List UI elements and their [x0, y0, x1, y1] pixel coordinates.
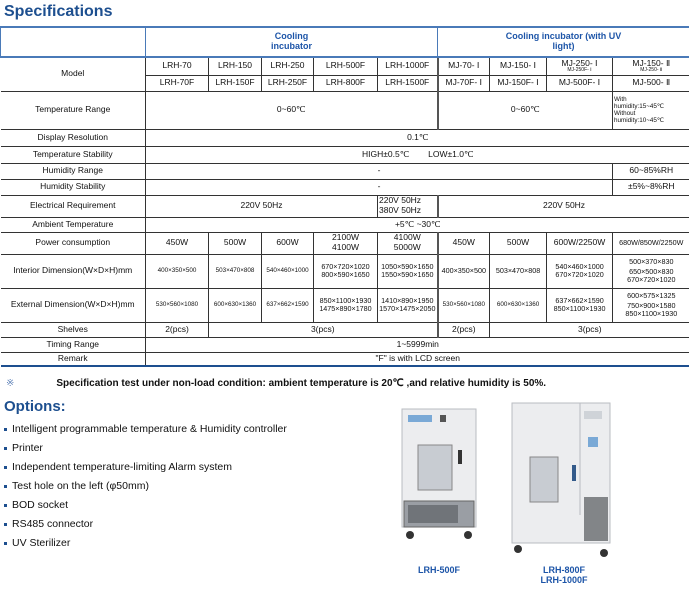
header-empty-cell — [1, 27, 146, 57]
test-condition-note — [6, 378, 546, 389]
value-cell: 1~5999min — [146, 337, 689, 352]
external-dimension-row — [1, 288, 689, 322]
row-label: Temperature Range — [1, 91, 146, 129]
value-cell: 500W — [209, 232, 262, 254]
row-label: Timing Range — [1, 337, 146, 352]
row-label: Humidity Stability — [1, 179, 146, 195]
product-image-lrh-500f — [398, 405, 480, 555]
value-cell: 220V 50Hz 380V 50Hz — [378, 195, 438, 217]
value-cell: 637×662×1590 — [262, 288, 314, 322]
value-cell: HIGH±0.5℃ LOW±1.0℃ — [146, 146, 689, 163]
value-cell: 450W — [146, 232, 209, 254]
model-cell: LRH-150F — [209, 75, 262, 91]
value-cell: 2(pcs) — [438, 322, 490, 337]
value-cell: 680W/850W/2250W — [613, 232, 689, 254]
value-cell: 500W — [490, 232, 547, 254]
value-cell: With humidity:15~45℃ Without humidity:10~45℃ — [613, 91, 689, 129]
value-cell: 400×350×500 — [438, 254, 490, 288]
row-label: Display Resolution — [1, 129, 146, 146]
value-cell: 2100W 4100W — [314, 232, 378, 254]
model-cell: LRH-800F — [314, 75, 378, 91]
model-cell: LRH-250 — [262, 57, 314, 75]
value-cell: 637×662×1590 850×1100×1930 — [547, 288, 613, 322]
list-item: Printer — [4, 439, 287, 458]
ambient-row — [1, 217, 689, 232]
model-cell: LRH-500F — [314, 57, 378, 75]
model-cell: LRH-1000F — [378, 57, 438, 75]
value-cell: 0.1℃ — [146, 129, 689, 146]
value-cell: - — [146, 179, 613, 195]
control-panel-icon — [408, 415, 432, 422]
model-cell: MJ-500- Ⅱ — [613, 75, 689, 91]
display-resolution-row — [1, 129, 689, 146]
row-label: Interior Dimension(W×D×H)mm — [1, 254, 146, 288]
value-cell: 600×575×1325 750×900×1580 850×1100×1930 — [613, 288, 689, 322]
value-cell: 1410×890×1950 1570×1475×2050 — [378, 288, 438, 322]
specifications-table — [0, 26, 689, 367]
product-caption: LRH-800F LRH-1000F — [540, 565, 588, 586]
row-label: Electrical Requirement — [1, 195, 146, 217]
bullet-icon — [4, 523, 7, 526]
row-label: Temperature Stability — [1, 146, 146, 163]
product-image-lrh-800f — [508, 397, 620, 562]
value-cell: - — [146, 163, 613, 179]
list-item: Test hole on the left (φ50mm) — [4, 477, 287, 496]
display-icon — [588, 437, 598, 447]
model-cell: MJ-70F- Ⅰ — [438, 75, 490, 91]
value-cell: 600W — [262, 232, 314, 254]
value-cell: 850×1100×1930 1475×890×1780 — [314, 288, 378, 322]
model-cell: MJ-500F- Ⅰ — [547, 75, 613, 91]
value-cell: 600×630×1360 — [490, 288, 547, 322]
humidity-stability-row — [1, 179, 689, 195]
options-title: Options: — [4, 398, 66, 415]
options-list — [4, 420, 287, 553]
value-cell: 600W/2250W — [547, 232, 613, 254]
bullet-icon — [4, 485, 7, 488]
row-label: Shelves — [1, 322, 146, 337]
value-cell: 540×460×1000 — [262, 254, 314, 288]
value-cell: 2(pcs) — [146, 322, 209, 337]
product-caption: LRH-500F — [417, 565, 460, 575]
list-item: Independent temperature-limiting Alarm system — [4, 458, 287, 477]
list-item: BOD socket — [4, 496, 287, 515]
value-cell: 450W — [438, 232, 490, 254]
row-label: Power consumption — [1, 232, 146, 254]
value-cell: 0~60℃ — [438, 91, 613, 129]
temperature-range-row — [1, 91, 689, 129]
value-cell: 670×720×1020 800×590×1650 — [314, 254, 378, 288]
group-header-cooling-uv: Cooling incubator (with UV light) — [438, 27, 689, 57]
remark-row — [1, 352, 689, 366]
model-cell: LRH-150 — [209, 57, 262, 75]
value-cell: 503×470×808 — [209, 254, 262, 288]
model-cell: MJ-150F- Ⅰ — [490, 75, 547, 91]
model-cell: MJ-150- Ⅰ — [490, 57, 547, 75]
model-cell: MJ-70- Ⅰ — [438, 57, 490, 75]
value-cell: 503×470×808 — [490, 254, 547, 288]
electrical-row — [1, 195, 689, 217]
note-text: Specification test under non-load condition: ambient temperature is 20℃ ,and relative humidity is 50%. — [56, 378, 547, 389]
bullet-icon — [4, 542, 7, 545]
value-cell: 530×560×1080 — [146, 288, 209, 322]
model-row-1 — [1, 57, 689, 75]
value-cell: 3(pcs) — [490, 322, 689, 337]
bullet-icon — [4, 504, 7, 507]
model-cell: MJ-250- Ⅰ MJ-250F- Ⅰ — [547, 57, 613, 75]
model-cell: MJ-150- Ⅱ MJ-250- Ⅱ — [613, 57, 689, 75]
value-cell: 220V 50Hz — [146, 195, 378, 217]
model-cell: LRH-1500F — [378, 75, 438, 91]
row-label: Humidity Range — [1, 163, 146, 179]
value-cell: 220V 50Hz — [438, 195, 689, 217]
value-cell: +5℃ ~30℃ — [146, 217, 689, 232]
value-cell: 0~60℃ — [146, 91, 438, 129]
value-cell: 500×370×830 650×500×830 670×720×1020 — [613, 254, 689, 288]
list-item: UV Sterilizer — [4, 534, 287, 553]
value-cell: 600×630×1360 — [209, 288, 262, 322]
note-mark-icon: ※ — [6, 378, 15, 389]
temperature-stability-row — [1, 146, 689, 163]
list-item: Intelligent programmable temperature & Humidity controller — [4, 420, 287, 439]
model-cell: LRH-70 — [146, 57, 209, 75]
value-cell: 60~85%RH — [613, 163, 689, 179]
bullet-icon — [4, 428, 7, 431]
row-label-model: Model — [1, 57, 146, 91]
bullet-icon — [4, 466, 7, 469]
timing-range-row — [1, 337, 689, 352]
value-cell: 1050×590×1650 1550×590×1650 — [378, 254, 438, 288]
humidity-range-row — [1, 163, 689, 179]
model-cell: LRH-250F — [262, 75, 314, 91]
page-title: Specifications — [4, 3, 113, 20]
interior-dimension-row — [1, 254, 689, 288]
model-cell: LRH-70F — [146, 75, 209, 91]
value-cell: 400×350×500 — [146, 254, 209, 288]
group-header-cooling: Cooling incubator — [146, 27, 438, 57]
value-cell: 540×460×1000 670×720×1020 — [547, 254, 613, 288]
row-label: Ambient Temperature — [1, 217, 146, 232]
shelves-row — [1, 322, 689, 337]
table-header-row — [1, 27, 689, 57]
value-cell: 3(pcs) — [209, 322, 438, 337]
power-row — [1, 232, 689, 254]
value-cell: ±5%~8%RH — [613, 179, 689, 195]
value-cell: 530×560×1080 — [438, 288, 490, 322]
list-item: RS485 connector — [4, 515, 287, 534]
bullet-icon — [4, 447, 7, 450]
row-label: External Dimension(W×D×H)mm — [1, 288, 146, 322]
value-cell: 4100W 5000W — [378, 232, 438, 254]
value-cell: "F" is with LCD screen — [146, 352, 689, 366]
row-label: Remark — [1, 352, 146, 366]
